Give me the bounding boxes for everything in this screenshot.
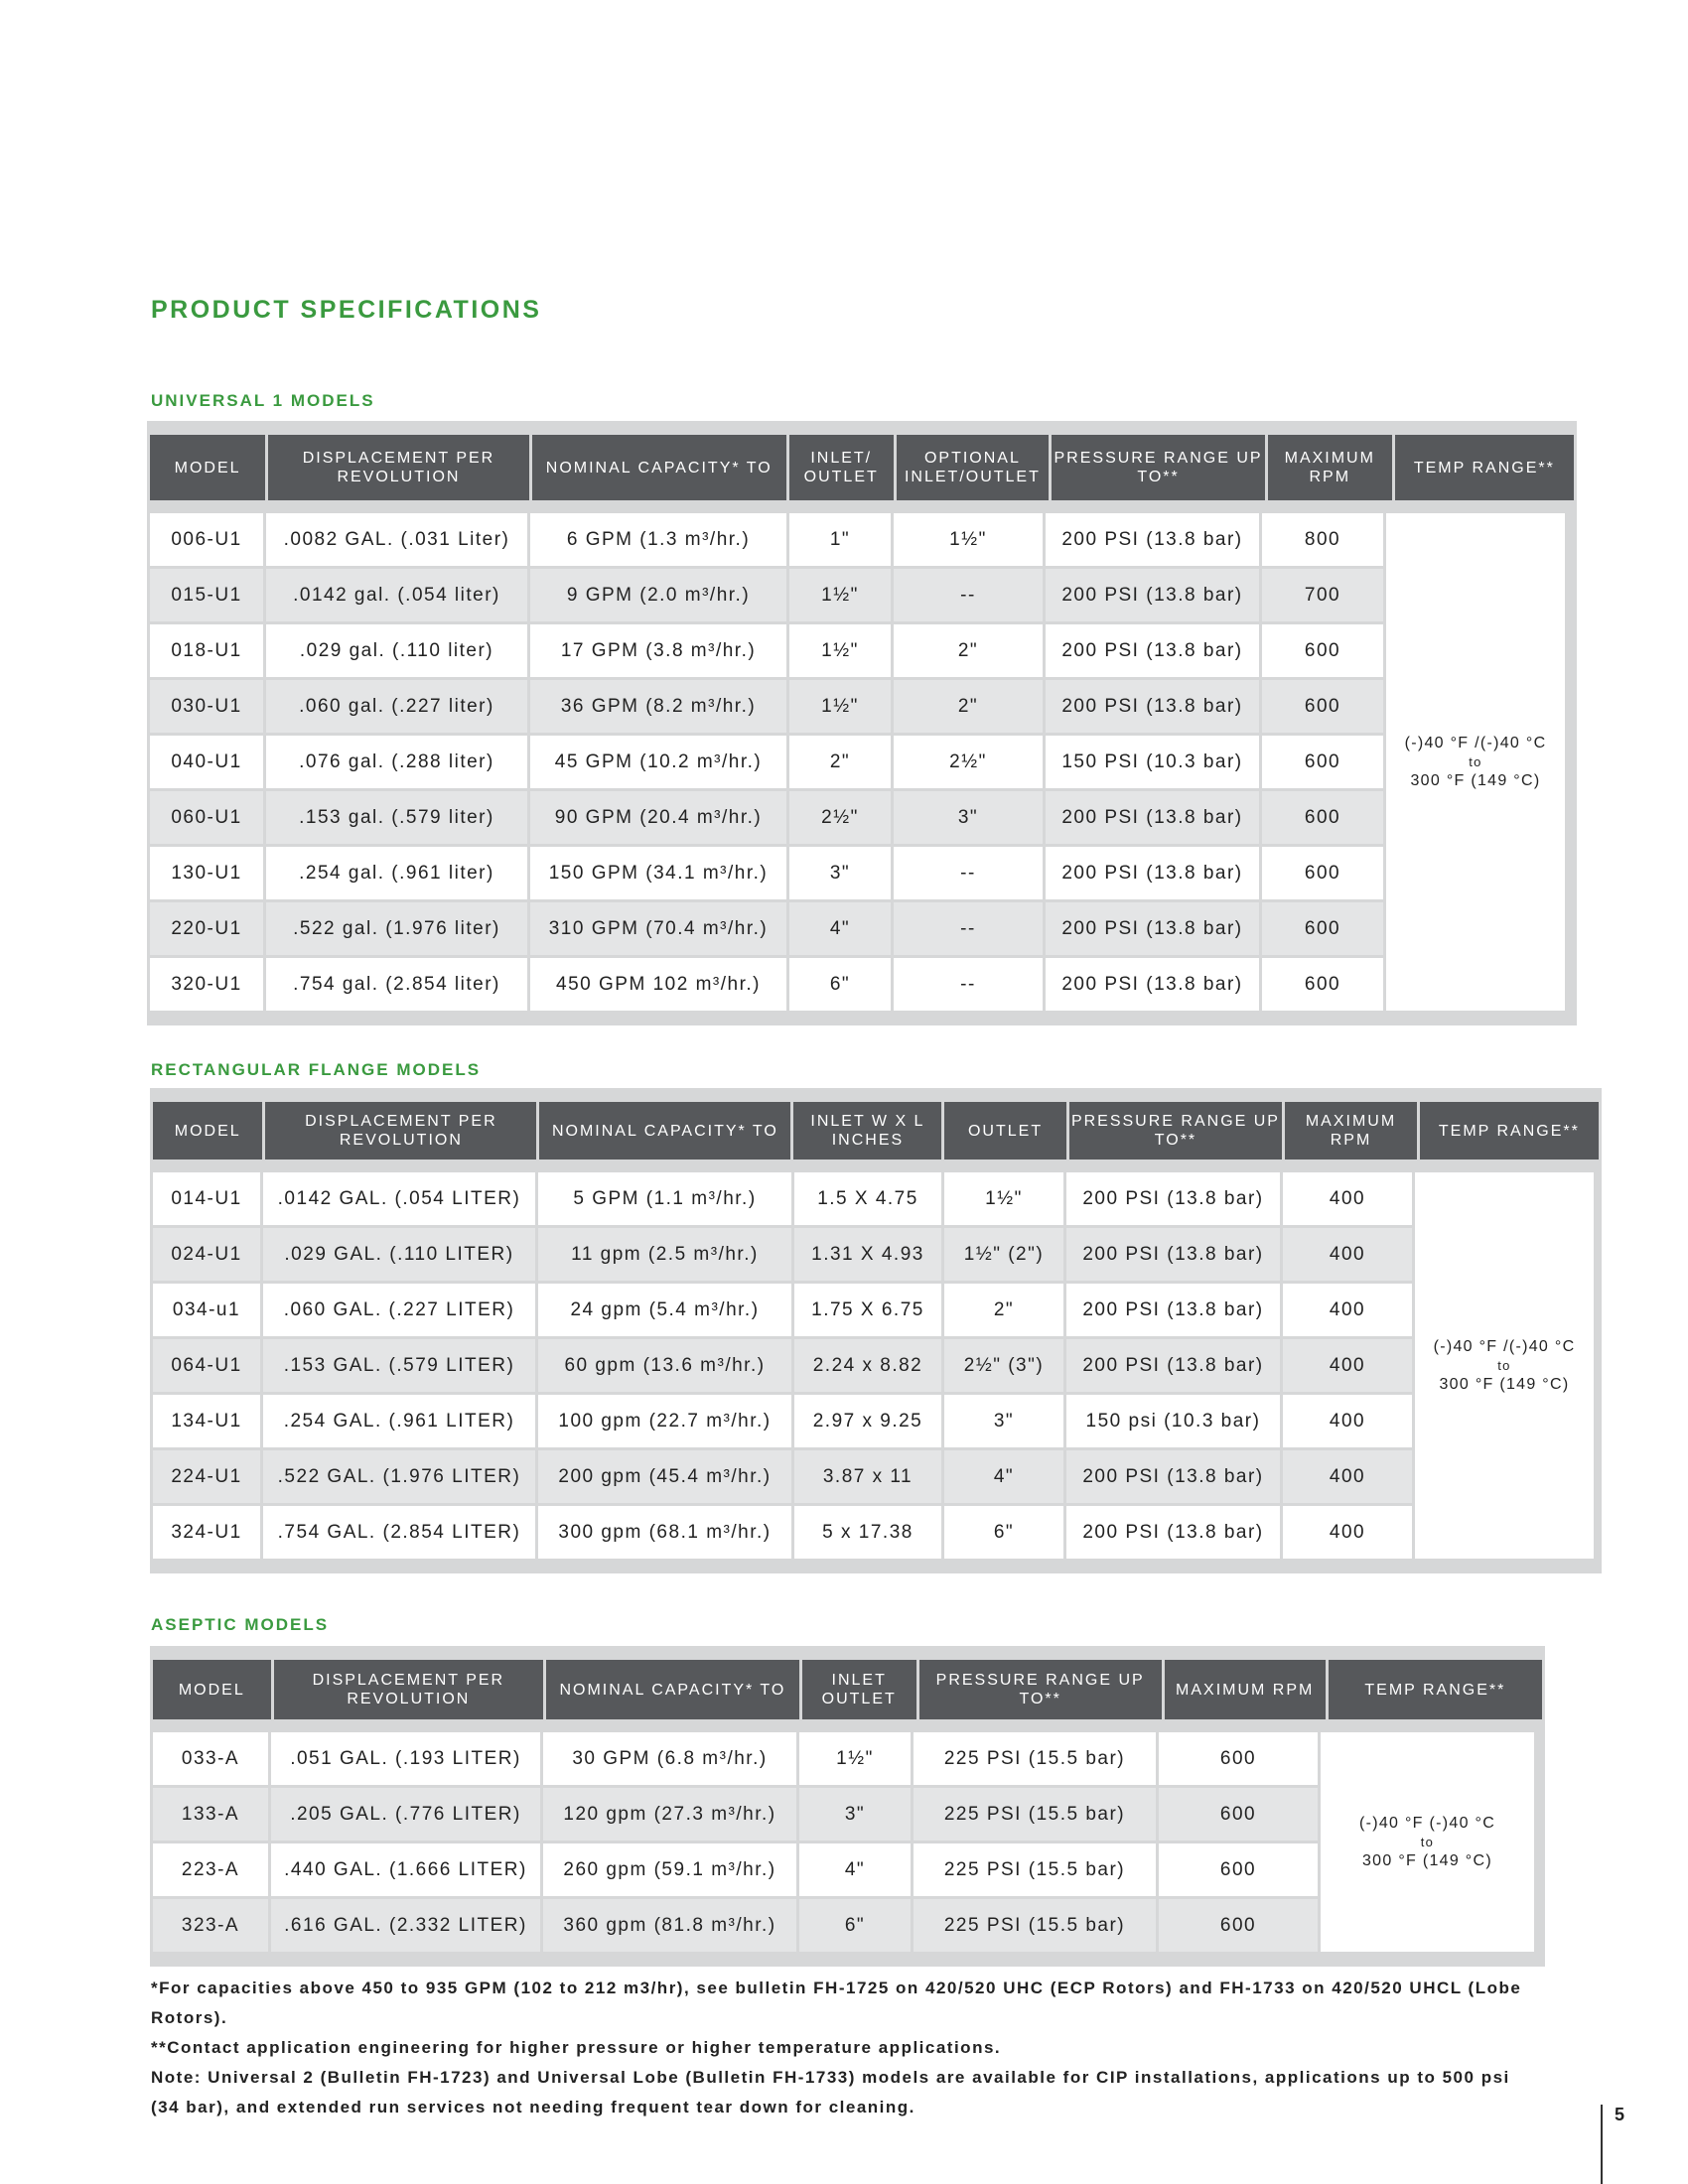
table-cell: -- (894, 847, 1043, 899)
temp-range-cell (1415, 1172, 1594, 1559)
table-cell: 6" (944, 1506, 1063, 1559)
footnote-capacity: *For capacities above 450 to 935 GPM (102 to 212 m3/hr), see bulletin FH-1725 on 420/520 UHC (ECP Rotors) and FH-1733 on 420/520 UHCL (Lobe Rotors). (151, 1979, 1522, 2027)
column-header: TEMP RANGE** (1420, 1102, 1599, 1160)
table-cell: 200 PSI (13.8 bar) (1046, 680, 1259, 733)
rectangular-flange-table (150, 1088, 1602, 1573)
temp-range-line: (-)40 °F /(-)40 °C (1404, 735, 1547, 751)
temp-range-line: (-)40 °F (-)40 °C (1358, 1815, 1496, 1832)
table-cell: 600 (1159, 1843, 1318, 1896)
column-header: NOMINAL CAPACITY* TO (546, 1660, 799, 1719)
column-header: OUTLET (944, 1102, 1065, 1160)
table-cell: 600 (1262, 680, 1383, 733)
table-cell: 060-U1 (150, 791, 263, 844)
column-header: MAXIMUM RPM (1165, 1660, 1326, 1719)
table-cell: .254 GAL. (.961 LITER) (263, 1395, 535, 1447)
table-cell: 450 GPM 102 m³/hr.) (530, 958, 786, 1011)
table-cell: 5 GPM (1.1 m³/hr.) (538, 1172, 791, 1225)
table-cell: 225 PSI (15.5 bar) (914, 1788, 1156, 1841)
table-cell: 400 (1283, 1172, 1412, 1225)
table-cell: 200 PSI (13.8 bar) (1046, 902, 1259, 955)
table-cell: 040-U1 (150, 736, 263, 788)
table-cell: .153 GAL. (.579 LITER) (263, 1339, 535, 1392)
table-cell: .076 gal. (.288 liter) (266, 736, 527, 788)
table-cell: .440 GAL. (1.666 LITER) (271, 1843, 540, 1896)
table-cell: 60 gpm (13.6 m³/hr.) (538, 1339, 791, 1392)
table-cell: .0082 GAL. (.031 Liter) (266, 513, 527, 566)
table-cell: 360 gpm (81.8 m³/hr.) (543, 1899, 796, 1952)
column-header: MODEL (150, 435, 265, 500)
table-cell: 400 (1283, 1228, 1412, 1281)
table-cell: 4" (944, 1450, 1063, 1503)
table-cell: 200 PSI (13.8 bar) (1046, 958, 1259, 1011)
table-cell: 2" (944, 1284, 1063, 1336)
table-cell: 100 gpm (22.7 m³/hr.) (538, 1395, 791, 1447)
footnote-pressure: **Contact application engineering for higher pressure or higher temperature applications. (151, 2038, 1002, 2057)
table-cell: 006-U1 (150, 513, 263, 566)
table-cell: 17 GPM (3.8 m³/hr.) (530, 624, 786, 677)
table-cell: 1½" (944, 1172, 1063, 1225)
table-cell: .254 gal. (.961 liter) (266, 847, 527, 899)
table-cell: .153 gal. (.579 liter) (266, 791, 527, 844)
column-header: PRESSURE RANGE UP TO** (919, 1660, 1162, 1719)
table-cell: 150 GPM (34.1 m³/hr.) (530, 847, 786, 899)
table-cell: 310 GPM (70.4 m³/hr.) (530, 902, 786, 955)
table-cell: 600 (1159, 1788, 1318, 1841)
table-cell: 3" (789, 847, 891, 899)
table-cell: 1.75 X 6.75 (794, 1284, 941, 1336)
table-cell: 11 gpm (2.5 m³/hr.) (538, 1228, 791, 1281)
table-row (153, 1395, 1594, 1447)
table-cell: 2½" (789, 791, 891, 844)
table-cell: .754 GAL. (2.854 LITER) (263, 1506, 535, 1559)
table-cell: 1½" (894, 513, 1043, 566)
table-cell: 200 PSI (13.8 bar) (1046, 847, 1259, 899)
table-cell: .205 GAL. (.776 LITER) (271, 1788, 540, 1841)
section-title-rectangular-flange: RECTANGULAR FLANGE MODELS (151, 1060, 482, 1079)
table-cell: 36 GPM (8.2 m³/hr.) (530, 680, 786, 733)
table-cell: .051 GAL. (.193 LITER) (271, 1732, 540, 1785)
table-cell: 600 (1262, 847, 1383, 899)
table-cell: 200 PSI (13.8 bar) (1046, 569, 1259, 621)
page-title: PRODUCT SPECIFICATIONS (151, 296, 542, 324)
table-cell: 200 PSI (13.8 bar) (1046, 791, 1259, 844)
table-cell: .0142 GAL. (.054 LITER) (263, 1172, 535, 1225)
table-cell: 400 (1283, 1339, 1412, 1392)
table-cell: 2.97 x 9.25 (794, 1395, 941, 1447)
table-cell: 225 PSI (15.5 bar) (914, 1843, 1156, 1896)
table-cell: .616 GAL. (2.332 LITER) (271, 1899, 540, 1952)
table-cell: 600 (1262, 902, 1383, 955)
table-cell: 800 (1262, 513, 1383, 566)
table-row (150, 902, 1565, 955)
table-cell: 224-U1 (153, 1450, 260, 1503)
table-cell: 45 GPM (10.2 m³/hr.) (530, 736, 786, 788)
table-cell: -- (894, 569, 1043, 621)
footnotes (151, 1974, 1541, 2122)
table-cell: 220-U1 (150, 902, 263, 955)
table-cell: 260 gpm (59.1 m³/hr.) (543, 1843, 796, 1896)
temp-range-cell (1321, 1732, 1534, 1952)
table-cell: 225 PSI (15.5 bar) (914, 1732, 1156, 1785)
table-cell: 024-U1 (153, 1228, 260, 1281)
table-cell: 600 (1262, 958, 1383, 1011)
table-cell: 2" (894, 624, 1043, 677)
temp-range-line: 300 °F (149 °C) (1410, 772, 1541, 789)
table-cell: 200 PSI (13.8 bar) (1046, 624, 1259, 677)
table-cell: -- (894, 958, 1043, 1011)
table-cell: 320-U1 (150, 958, 263, 1011)
table-cell: 200 PSI (13.8 bar) (1066, 1284, 1280, 1336)
table-cell: 600 (1262, 791, 1383, 844)
footnote-note: Note: Universal 2 (Bulletin FH-1723) and Universal Lobe (Bulletin FH-1733) models are available for CIP installations, applications up to 500 psi (34 bar), and extended run services not needing frequent tear down for cleaning. (151, 2068, 1510, 2116)
table-cell: 600 (1159, 1732, 1318, 1785)
table-cell: 014-U1 (153, 1172, 260, 1225)
table-row (153, 1450, 1594, 1503)
table-row (150, 513, 1565, 566)
table-cell: 6" (799, 1899, 911, 1952)
table-cell: .522 GAL. (1.976 LITER) (263, 1450, 535, 1503)
column-header: MAXIMUM RPM (1285, 1102, 1416, 1160)
table-cell: 3" (944, 1395, 1063, 1447)
table-cell: 200 PSI (13.8 bar) (1066, 1172, 1280, 1225)
table-row (153, 1172, 1594, 1225)
universal-1-table (147, 421, 1577, 1025)
column-header: DISPLACEMENT PER REVOLUTION (265, 1102, 536, 1160)
table-row (150, 624, 1565, 677)
page-number: 5 (1601, 2105, 1624, 2184)
table-cell: 30 GPM (6.8 m³/hr.) (543, 1732, 796, 1785)
table-cell: 4" (799, 1843, 911, 1896)
table-cell: 24 gpm (5.4 m³/hr.) (538, 1284, 791, 1336)
table-row (153, 1284, 1594, 1336)
table-cell: 2½" (894, 736, 1043, 788)
aseptic-table (150, 1646, 1545, 1967)
table-cell: 033-A (153, 1732, 268, 1785)
table-cell: 200 gpm (45.4 m³/hr.) (538, 1450, 791, 1503)
table-cell: .060 gal. (.227 liter) (266, 680, 527, 733)
table-cell: 5 x 17.38 (794, 1506, 941, 1559)
table-cell: 3" (799, 1788, 911, 1841)
table-cell: 4" (789, 902, 891, 955)
column-header: PRESSURE RANGE UP TO** (1069, 1102, 1283, 1160)
table-cell: 1.5 X 4.75 (794, 1172, 941, 1225)
temp-range-line: 300 °F (149 °C) (1439, 1376, 1570, 1393)
temp-range-line: to (1497, 1358, 1511, 1373)
temp-range-line: to (1469, 754, 1482, 769)
temp-range-line: to (1420, 1835, 1435, 1849)
table-cell: 200 PSI (13.8 bar) (1066, 1450, 1280, 1503)
table-cell: 1½" (799, 1732, 911, 1785)
column-header: DISPLACEMENT PER REVOLUTION (274, 1660, 543, 1719)
table-cell: 700 (1262, 569, 1383, 621)
table-cell: 223-A (153, 1843, 268, 1896)
column-header: INLET W X L INCHES (793, 1102, 941, 1160)
table-cell: 400 (1283, 1284, 1412, 1336)
table-cell: .060 GAL. (.227 LITER) (263, 1284, 535, 1336)
section-title-aseptic: ASEPTIC MODELS (151, 1615, 330, 1634)
table-row (150, 847, 1565, 899)
column-header: INLET OUTLET (802, 1660, 916, 1719)
table-cell: 030-U1 (150, 680, 263, 733)
column-header: TEMP RANGE** (1395, 435, 1574, 500)
table-cell: .029 gal. (.110 liter) (266, 624, 527, 677)
column-header: INLET/ OUTLET (789, 435, 894, 500)
table-cell: 9 GPM (2.0 m³/hr.) (530, 569, 786, 621)
table-cell: 400 (1283, 1506, 1412, 1559)
table-cell: 3" (894, 791, 1043, 844)
temp-range-line: 300 °F (149 °C) (1361, 1852, 1492, 1869)
column-header: PRESSURE RANGE UP TO** (1052, 435, 1265, 500)
table-cell: 324-U1 (153, 1506, 260, 1559)
table-cell: 1" (789, 513, 891, 566)
table-cell: 150 PSI (10.3 bar) (1046, 736, 1259, 788)
table-row (150, 736, 1565, 788)
column-header: MODEL (153, 1660, 271, 1719)
table-cell: .522 gal. (1.976 liter) (266, 902, 527, 955)
table-cell: 2.24 x 8.82 (794, 1339, 941, 1392)
table-cell: 1½" (789, 680, 891, 733)
table-cell: 600 (1262, 736, 1383, 788)
table-row (150, 680, 1565, 733)
table-cell: 6 GPM (1.3 m³/hr.) (530, 513, 786, 566)
table-row (150, 791, 1565, 844)
table-row (150, 958, 1565, 1011)
table-cell: 300 gpm (68.1 m³/hr.) (538, 1506, 791, 1559)
table-row (153, 1339, 1594, 1392)
table-cell: 018-U1 (150, 624, 263, 677)
table-cell: 225 PSI (15.5 bar) (914, 1899, 1156, 1952)
table-cell: .0142 gal. (.054 liter) (266, 569, 527, 621)
table-cell: 015-U1 (150, 569, 263, 621)
table-cell: 2" (789, 736, 891, 788)
table-cell: 200 PSI (13.8 bar) (1066, 1506, 1280, 1559)
temp-range-line: (-)40 °F /(-)40 °C (1433, 1338, 1576, 1355)
table-cell: 400 (1283, 1450, 1412, 1503)
table-row (153, 1732, 1534, 1785)
table-cell: 3.87 x 11 (794, 1450, 941, 1503)
table-cell: 200 PSI (13.8 bar) (1066, 1228, 1280, 1281)
table-cell: 1½" (2") (944, 1228, 1063, 1281)
column-header: NOMINAL CAPACITY* TO (532, 435, 786, 500)
table-cell: 134-U1 (153, 1395, 260, 1447)
table-cell: 1½" (789, 624, 891, 677)
table-cell: 400 (1283, 1395, 1412, 1447)
table-cell: 034-u1 (153, 1284, 260, 1336)
table-row (150, 569, 1565, 621)
column-header: NOMINAL CAPACITY* TO (539, 1102, 790, 1160)
table-cell: 150 psi (10.3 bar) (1066, 1395, 1280, 1447)
table-cell: .754 gal. (2.854 liter) (266, 958, 527, 1011)
table-cell: 1½" (789, 569, 891, 621)
column-header: DISPLACEMENT PER REVOLUTION (268, 435, 529, 500)
table-cell: 6" (789, 958, 891, 1011)
temp-range-cell (1386, 513, 1565, 1011)
table-cell: 600 (1262, 624, 1383, 677)
column-header: MODEL (153, 1102, 262, 1160)
column-header: TEMP RANGE** (1329, 1660, 1542, 1719)
table-cell: .029 GAL. (.110 LITER) (263, 1228, 535, 1281)
table-cell: 323-A (153, 1899, 268, 1952)
table-row (153, 1506, 1594, 1559)
table-cell: 130-U1 (150, 847, 263, 899)
table-cell: 200 PSI (13.8 bar) (1046, 513, 1259, 566)
table-cell: 2½" (3") (944, 1339, 1063, 1392)
table-cell: 200 PSI (13.8 bar) (1066, 1339, 1280, 1392)
table-row (153, 1228, 1594, 1281)
column-header: MAXIMUM RPM (1268, 435, 1392, 500)
table-cell: 1.31 X 4.93 (794, 1228, 941, 1281)
section-title-universal-1: UNIVERSAL 1 MODELS (151, 391, 375, 410)
table-cell: 2" (894, 680, 1043, 733)
table-cell: 133-A (153, 1788, 268, 1841)
table-cell: 064-U1 (153, 1339, 260, 1392)
column-header: OPTIONAL INLET/OUTLET (897, 435, 1049, 500)
table-cell: 90 GPM (20.4 m³/hr.) (530, 791, 786, 844)
table-cell: -- (894, 902, 1043, 955)
table-cell: 120 gpm (27.3 m³/hr.) (543, 1788, 796, 1841)
table-cell: 600 (1159, 1899, 1318, 1952)
